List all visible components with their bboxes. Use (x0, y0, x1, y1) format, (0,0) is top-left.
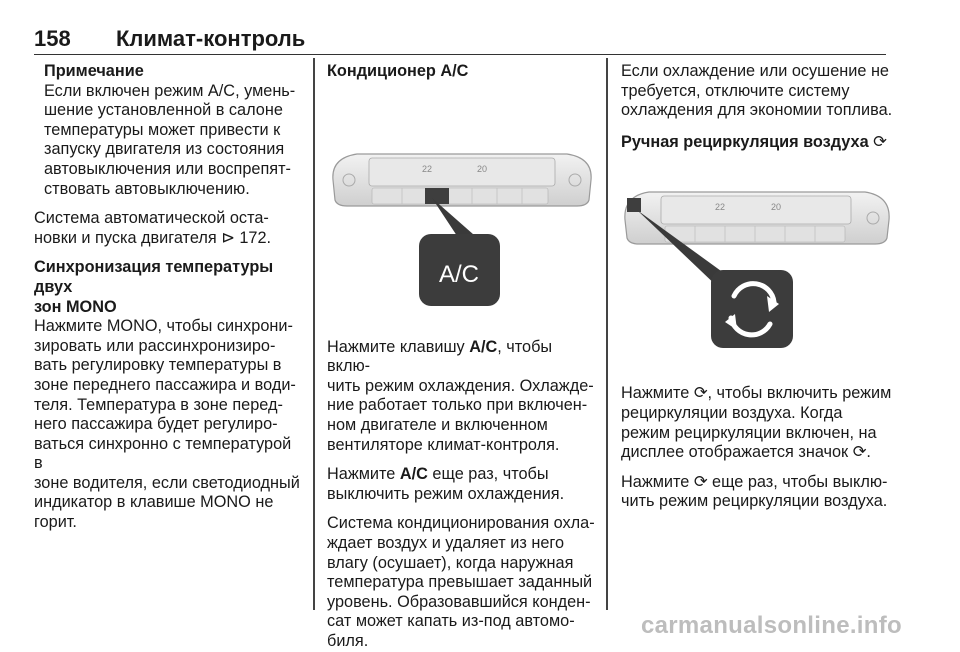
climate-panel-illustration (621, 166, 893, 378)
paragraph-autostop (34, 209, 304, 248)
text-line: выключить режим охлаждения. (327, 484, 565, 503)
text-line: Нажмите клавишу A/C, чтобы вклю- (327, 337, 553, 376)
page-reference[interactable]: 172. (234, 228, 272, 247)
text-line: вать регулировку температуры в (34, 356, 282, 375)
paragraph-ac-on (327, 338, 597, 456)
column-1 (34, 62, 304, 533)
heading-line: Синхронизация температуры двух (34, 258, 274, 296)
note-block (34, 62, 304, 199)
text-line: ном двигателе и включенном (327, 415, 548, 434)
text-line: зоне переднего пассажира и води- (34, 375, 296, 394)
ac-button-small (425, 188, 449, 204)
note-line: ствовать автовыключению. (44, 179, 250, 198)
text-line: режим рециркуляции включен, на (621, 423, 877, 442)
text-line: чить режим рециркуляции воздуха. (621, 492, 888, 511)
text-line: Нажмите MONO, чтобы синхрони- (34, 317, 293, 336)
text-line: зоне водителя, если светодиодный (34, 473, 300, 492)
text-line: Система автоматической оста- (34, 209, 269, 228)
heading-line: зон MONO (34, 297, 117, 316)
ac-figure (327, 88, 597, 334)
page-number: 158 (34, 26, 71, 51)
column-divider (606, 58, 608, 610)
note-line: запуску двигателя из состояния (44, 140, 285, 159)
text-line: биля. (327, 631, 369, 650)
note-line: температуры может привести к (44, 120, 281, 139)
note-line: шение установленной в салоне (44, 101, 283, 120)
column-2 (327, 62, 597, 652)
panel-temp-right: 20 (477, 163, 488, 174)
text-line: требуется, отключите систему (621, 81, 850, 100)
text-line: теля. Температура в зоне перед- (34, 395, 283, 414)
text-line: сат может капать из-под автомо- (327, 612, 575, 631)
text-line: Нажмите ⟳, чтобы включить режим (621, 384, 892, 403)
panel-temp-right: 20 (771, 202, 782, 213)
ac-callout-label: A/C (438, 260, 480, 288)
recirculation-icon: ⟳ (873, 132, 887, 151)
text-line: Нажмите A/C еще раз, чтобы (327, 465, 549, 484)
text-line: него пассажира будет регулиро- (34, 415, 278, 434)
recirc-figure (621, 166, 893, 378)
panel-temp-left: 22 (422, 163, 433, 174)
column-3 (621, 62, 893, 512)
paragraph-ac-off (327, 465, 597, 504)
note-title: Примечание (44, 62, 144, 80)
text-line: рециркуляции воздуха. Когда (621, 403, 843, 422)
paragraph-mono (34, 317, 304, 533)
text-line: Система кондиционирования охла- (327, 514, 595, 533)
paragraph-economy (621, 62, 893, 121)
text-line: зировать или рассинхронизиро- (34, 336, 276, 355)
paragraph-ac-system (327, 514, 597, 651)
recirc-button-small (627, 198, 641, 212)
text-line: Если охлаждение или осушение не (621, 62, 889, 80)
text-line: температура превышает заданный (327, 573, 593, 592)
climate-panel-illustration (327, 88, 597, 334)
page-title: Климат-контроль (116, 26, 306, 51)
text-line: вентиляторе климат-контроля. (327, 435, 560, 454)
text-line: горит. (34, 513, 77, 532)
column-divider (313, 58, 315, 610)
text-line: дисплее отображается значок ⟳. (621, 443, 871, 462)
text-line: ние работает только при включен- (327, 396, 588, 415)
section-heading-recirc (621, 133, 893, 153)
page-ref-arrow-icon: ⊳ (221, 228, 235, 247)
text-line: индикатор в клавише MONO не (34, 493, 274, 512)
text-line: влагу (осушает), когда наружная (327, 553, 574, 572)
text-line: ваться синхронно с температурой в (34, 434, 292, 473)
text-line: уровень. Образовавшийся конден- (327, 592, 591, 611)
text-line: ждает воздух и удаляет из него (327, 533, 565, 552)
watermark: carmanualsonline.info (640, 612, 902, 639)
panel-temp-left: 22 (715, 202, 726, 213)
text-line: новки и пуска двигателя (34, 228, 222, 247)
text-line: охлаждения для экономии топлива. (621, 101, 893, 120)
section-heading-mono (34, 258, 304, 317)
heading-text: Ручная рециркуляция воздуха (621, 132, 869, 151)
page-header (34, 26, 886, 55)
paragraph-recirc-off (621, 473, 893, 512)
section-heading-ac: Кондиционер A/C (327, 62, 469, 80)
text-line: Нажмите ⟳ еще раз, чтобы выклю- (621, 472, 888, 491)
note-line: Если включен режим A/C, умень- (44, 81, 296, 100)
text-line: чить режим охлаждения. Охлажде- (327, 376, 594, 395)
note-line: автовыключения или воспрепят- (44, 159, 291, 178)
paragraph-recirc-on (621, 384, 893, 462)
